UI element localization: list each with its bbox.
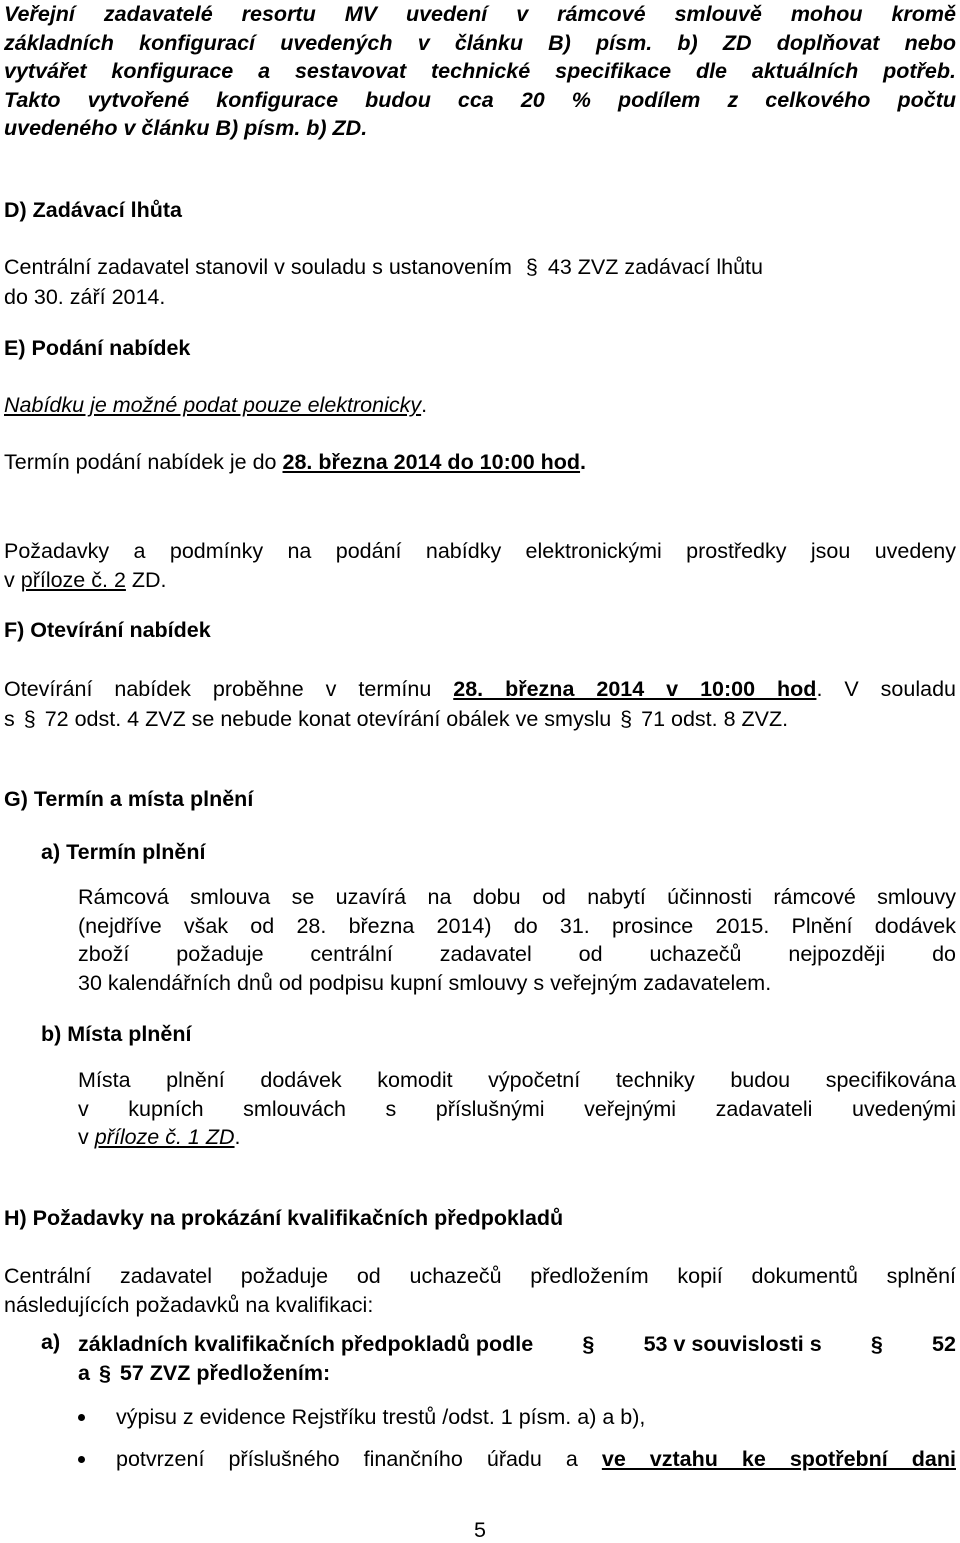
item-a-label: a)	[41, 1330, 61, 1354]
section-e-heading: E) Podání nabídek	[4, 336, 191, 360]
h-intro-line-1: Centrální zadavatel požaduje od uchazečů předložením kopií dokumentů splnění	[4, 1264, 956, 1288]
sub-b-line-2: v kupních smlouvách s příslušnými veřejnými zadavateli uvedenými	[78, 1096, 956, 1121]
section-h-intro	[4, 1262, 956, 1320]
page-number: 5	[474, 1518, 486, 1542]
requirements-link[interactable]: příloze č.	[20, 568, 108, 592]
bullet-dot-icon	[78, 1456, 85, 1463]
requirements-link-2[interactable]: 2	[107, 568, 126, 592]
deadline-line	[4, 450, 956, 475]
electronic-note-dot: .	[421, 393, 428, 417]
deadline-value: 28. března 2014 do 10:00 hod	[282, 450, 581, 474]
sub-a-line-4: 30 kalendářních dnů od podpisu kupní smlouvy s veřejným zadavatelem.	[78, 970, 772, 995]
item-a-line1-b: 53 v souvislosti s	[643, 1332, 822, 1356]
opening-line2-c: 71 odst. 8 ZVZ.	[641, 707, 789, 731]
bullet-1-text: výpisu z evidence Rejstříku trestů /odst. 1 písm. a) a b),	[116, 1405, 646, 1429]
section-d-text	[4, 255, 956, 280]
section-d-text-b: 43 ZVZ zadávací lhůtu	[547, 255, 763, 279]
section-f-heading: F) Otevírání nabídek	[4, 618, 211, 642]
intro-line-1: Veřejní zadavatelé resortu MV uvedení v rámcové smlouvě mohou kromě	[4, 2, 956, 26]
requirements-line-1: Požadavky a podmínky na podání nabídky elektronickými prostředky jsou uvedeny	[4, 539, 956, 563]
sub-a-line-3: zboží požaduje centrální zadavatel od uchazečů nejpozději do	[78, 942, 956, 966]
subsection-b-heading: b) Místa plnění	[41, 1022, 192, 1046]
item-a-line1-c: 52	[932, 1332, 956, 1356]
section-d-text-a: Centrální zadavatel stanovil v souladu s ustanovením	[4, 255, 512, 279]
section-sign-icon: §	[870, 1332, 883, 1356]
sub-b-dot: .	[234, 1125, 241, 1149]
subsection-a-heading: a) Termín plnění	[41, 840, 206, 864]
electronic-note-text: Nabídku je možné podat pouze elektronicky	[4, 393, 422, 417]
section-d-heading: D) Zadávací lhůta	[4, 198, 183, 222]
section-sign-icon: §	[98, 1361, 111, 1385]
section-sign-icon: §	[23, 707, 36, 731]
sub-b-line-1: Místa plnění dodávek komodit výpočetní techniky budou specifikována	[78, 1068, 956, 1092]
requirements-prefix: v	[4, 568, 21, 592]
sub-a-line-1: Rámcová smlouva se uzavírá na dobu od nabytí účinnosti rámcové smlouvy	[78, 885, 956, 909]
item-a-line1-a: základních kvalifikačních předpokladů podle	[78, 1332, 534, 1356]
subsection-b-paragraph	[78, 1066, 956, 1152]
intro-line-5: uvedeného v článku B) písm. b) ZD.	[4, 116, 368, 140]
sub-b-prefix: v	[78, 1125, 95, 1149]
deadline-dot: .	[580, 450, 587, 474]
intro-paragraph	[4, 0, 956, 143]
sub-b-link[interactable]: příloze č. 1 ZD	[94, 1125, 235, 1149]
section-f-paragraph	[4, 674, 956, 734]
section-d-text-c: do 30. září 2014.	[4, 285, 166, 309]
section-g-heading: G) Termín a místa plnění	[4, 787, 254, 811]
intro-line-4: Takto vytvořené konfigurace budou cca 20 % podílem z celkového počtu	[4, 87, 956, 112]
intro-line-3: vytvářet konfigurace a sestavovat technické specifikace dle aktuálních potřeb.	[4, 59, 956, 83]
section-h-heading: H) Požadavky na prokázání kvalifikačních předpokladů	[4, 1206, 564, 1230]
requirements-paragraph	[4, 537, 956, 595]
bullet-dot-icon	[78, 1414, 85, 1421]
electronic-note	[4, 393, 956, 418]
h-intro-line-2: následujících požadavků na kvalifikaci:	[4, 1293, 374, 1317]
intro-line-2: základních konfigurací uvedených v článku B) písm. b) ZD doplňovat nebo	[4, 30, 956, 55]
opening-prefix: Otevírání nabídek proběhne v termínu	[4, 677, 454, 701]
item-a-text	[78, 1330, 956, 1388]
section-sign-icon: §	[620, 707, 633, 731]
section-sign-icon: §	[525, 255, 538, 279]
deadline-prefix: Termín podání nabídek je do	[4, 450, 283, 474]
opening-value: 28. března 2014 v 10:00 hod	[453, 677, 817, 701]
bullet-2-text: potvrzení příslušného finančního úřadu a	[116, 1447, 602, 1471]
opening-line2-b: 72 odst. 4 ZVZ se nebude konat otevírání obálek ve smyslu	[44, 707, 612, 731]
section-sign-icon: §	[582, 1332, 595, 1356]
opening-line2-a: s	[4, 707, 15, 731]
requirements-suffix: ZD.	[125, 568, 167, 592]
bullet-2-emphasis: ve vztahu ke spotřební dani	[601, 1447, 956, 1471]
subsection-a-paragraph	[78, 883, 956, 997]
item-a-line2-b: 57 ZVZ předložením:	[119, 1361, 331, 1385]
opening-suffix: . V souladu	[816, 677, 956, 701]
sub-a-line-2: (nejdříve však od 28. března 2014) do 31. prosince 2015. Plnění dodávek	[78, 913, 956, 938]
item-a-line2-a: a	[78, 1361, 90, 1385]
